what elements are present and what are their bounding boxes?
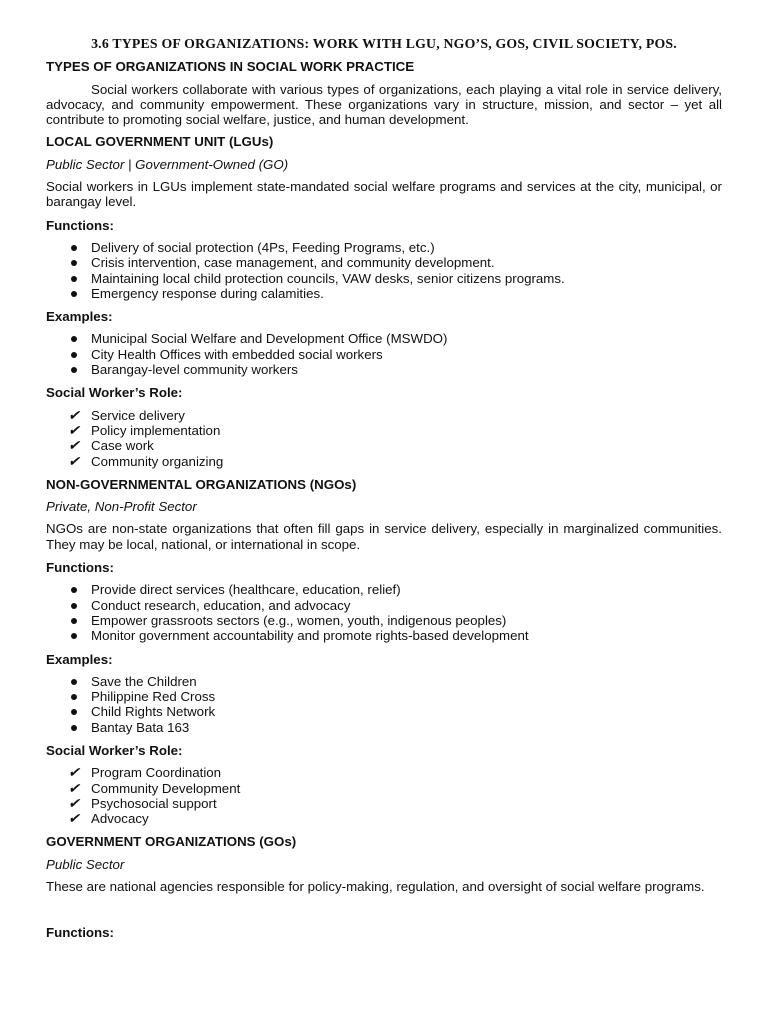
role-item (46, 811, 722, 826)
list-item-text: Municipal Social Welfare and Development Office (MSWDO) (91, 331, 448, 347)
ngo-description: NGOs are non-state organizations that often fill gaps in service delivery, especially in marginalized communities. They may be local, national, or international in scope. (46, 521, 722, 552)
lgu-roles-list (46, 408, 722, 469)
checkmark-icon: ✔ (68, 437, 80, 454)
bullet-icon (71, 291, 77, 297)
checkmark-icon: ✔ (68, 764, 80, 781)
list-item-text: Service delivery (91, 407, 185, 423)
ngo-heading: NON-GOVERNMENTAL ORGANIZATIONS (NGOs) (46, 476, 357, 492)
bullet-icon (71, 679, 77, 685)
list-item-text: Provide direct services (healthcare, education, relief) (91, 582, 401, 598)
role-item (46, 438, 722, 453)
list-item-text: Crisis intervention, case management, and community development. (91, 255, 495, 271)
list-item-text: Barangay-level community workers (91, 362, 298, 378)
bullet-icon (71, 245, 77, 251)
go-heading: GOVERNMENT ORGANIZATIONS (GOs) (46, 834, 297, 850)
list-item-text: Conduct research, education, and advocacy (91, 597, 351, 613)
lgu-description: Social workers in LGUs implement state-mandated social welfare programs and services at the city, municipal, or barangay level. (46, 179, 722, 210)
bullet-icon (71, 633, 77, 639)
list-item-text: Delivery of social protection (4Ps, Feeding Programs, etc.) (91, 239, 435, 255)
list-item (46, 582, 722, 597)
bullet-icon (71, 603, 77, 609)
checkmark-icon: ✔ (68, 810, 80, 827)
list-item-text: Save the Children (91, 673, 197, 689)
list-item (46, 704, 722, 719)
list-item-text: Monitor government accountability and promote rights-based development (91, 628, 529, 644)
list-item-text: Community organizing (91, 453, 224, 469)
list-item-text: Community Development (91, 780, 241, 796)
go-sector: Public Sector (46, 856, 125, 872)
bullet-icon (71, 367, 77, 373)
role-item (46, 408, 722, 423)
role-item (46, 781, 722, 796)
intro-paragraph: Social workers collaborate with various types of organizations, each playing a vital role in service delivery, advocacy, and community empowerment. These organizations vary in structure, mission, and sector – yet all contribute to promoting social welfare, justice, and human development. (46, 81, 722, 128)
role-item (46, 454, 722, 469)
checkmark-icon: ✔ (68, 452, 80, 469)
list-item (46, 689, 722, 704)
bullet-icon (71, 587, 77, 593)
list-item-text: Empower grassroots sectors (e.g., women, youth, indigenous peoples) (91, 612, 507, 628)
bullet-icon (71, 725, 77, 731)
list-item (46, 347, 722, 362)
spacer (46, 902, 722, 925)
ngo-functions-label: Functions: (46, 560, 114, 576)
go-description: These are national agencies responsible for policy-making, regulation, and oversight of social welfare programs. (46, 879, 705, 895)
list-item-text: Policy implementation (91, 422, 221, 438)
list-item (46, 598, 722, 613)
bullet-icon (71, 352, 77, 358)
lgu-sector: Public Sector | Government-Owned (GO) (46, 156, 289, 172)
list-item (46, 613, 722, 628)
go-functions-label: Functions: (46, 925, 114, 941)
list-item (46, 331, 722, 346)
lgu-functions-label: Functions: (46, 217, 114, 233)
ngo-examples-label: Examples: (46, 651, 113, 667)
list-item (46, 255, 722, 270)
lgu-role-label: Social Worker’s Role: (46, 385, 183, 401)
list-item-text: Advocacy (91, 811, 149, 827)
lgu-examples-list (46, 331, 722, 377)
lgu-examples-label: Examples: (46, 309, 113, 325)
list-item-text: Emergency response during calamities. (91, 285, 324, 301)
list-item-text: Program Coordination (91, 765, 222, 781)
ngo-sector: Private, Non-Profit Sector (46, 499, 197, 515)
ngo-functions-list (46, 582, 722, 643)
bullet-icon (71, 276, 77, 282)
checkmark-icon: ✔ (68, 406, 80, 423)
ngo-role-label: Social Worker’s Role: (46, 742, 183, 758)
bullet-icon (71, 336, 77, 342)
list-item-text: Child Rights Network (91, 704, 216, 720)
document-title: 3.6 TYPES OF ORGANIZATIONS: WORK WITH LGU, NGO’S, GOS, CIVIL SOCIETY, POS. (91, 36, 677, 51)
checkmark-icon: ✔ (68, 779, 80, 796)
list-item (46, 720, 722, 735)
bullet-icon (71, 260, 77, 266)
ngo-examples-list (46, 674, 722, 735)
ngo-roles-list (46, 765, 722, 826)
checkmark-icon: ✔ (68, 794, 80, 811)
role-item (46, 765, 722, 780)
checkmark-icon: ✔ (68, 421, 80, 438)
lgu-functions-list (46, 240, 722, 301)
list-item-text: Bantay Bata 163 (91, 719, 190, 735)
bullet-icon (71, 709, 77, 715)
list-item (46, 271, 722, 286)
list-item-text: Case work (91, 438, 154, 454)
list-item-text: Philippine Red Cross (91, 689, 216, 705)
list-item (46, 674, 722, 689)
bullet-icon (71, 618, 77, 624)
bullet-icon (71, 694, 77, 700)
role-item (46, 423, 722, 438)
list-item-text: City Health Offices with embedded social workers (91, 346, 383, 362)
lgu-heading: LOCAL GOVERNMENT UNIT (LGUs) (46, 134, 274, 150)
list-item (46, 286, 722, 301)
section-heading: TYPES OF ORGANIZATIONS IN SOCIAL WORK PRACTICE (46, 59, 415, 75)
list-item (46, 362, 722, 377)
list-item-text: Psychosocial support (91, 795, 217, 811)
list-item (46, 240, 722, 255)
list-item-text: Maintaining local child protection councils, VAW desks, senior citizens programs. (91, 270, 565, 286)
role-item (46, 796, 722, 811)
list-item (46, 628, 722, 643)
